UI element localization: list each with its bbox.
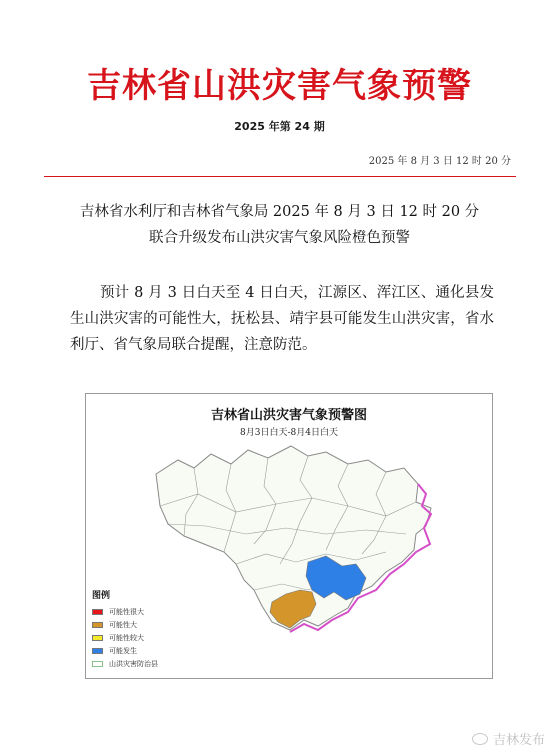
header-divider — [44, 176, 516, 177]
map-title: 吉林省山洪灾害气象预警图 — [210, 408, 367, 423]
warning-paragraph: 预计 8 月 3 日白天至 4 日白天，江源区、浑江区、通化县发生山洪灾害的可能性大，抚松县、靖宇县可能发生山洪灾害，省水利厅、省气象局联合提醒，注意防范。 — [70, 285, 494, 353]
page-title: 吉林省山洪灾害气象预警 — [87, 66, 472, 106]
warning-heading-line-2: 联合升级发布山洪灾害气象风险橙色预警 — [149, 230, 410, 246]
legend-swatch — [92, 609, 103, 615]
legend-title: 图例 — [92, 591, 111, 601]
weibo-icon — [472, 733, 488, 745]
legend-item — [92, 605, 158, 618]
legend-swatch — [92, 622, 103, 628]
legend-label: 可能性大 — [109, 620, 137, 629]
watermark-text: 吉林发布 — [492, 733, 545, 748]
legend-item — [92, 644, 158, 657]
warning-map — [85, 393, 493, 679]
legend-swatch — [92, 661, 103, 667]
legend-label: 可能发生 — [109, 646, 137, 655]
legend-label: 可能性较大 — [109, 633, 144, 642]
issue-number: 2025 年第 24 期 — [234, 120, 325, 133]
map-subtitle: 8月3日白天-8月4日白天 — [240, 428, 338, 438]
watermark — [472, 729, 545, 748]
issue-datetime: 2025 年 8 月 3 日 12 时 20 分 — [368, 156, 511, 167]
warning-heading-line-1: 吉林省水利厅和吉林省气象局 2025 年 8 月 3 日 12 时 20 分 — [79, 204, 480, 220]
legend-item — [92, 657, 158, 670]
legend-item — [92, 618, 158, 631]
legend-swatch — [92, 635, 103, 641]
legend-label: 山洪灾害防治县 — [109, 659, 158, 668]
legend-item — [92, 631, 158, 644]
legend-label: 可能性很大 — [109, 607, 144, 616]
legend-swatch — [92, 648, 103, 654]
map-legend — [92, 588, 158, 670]
